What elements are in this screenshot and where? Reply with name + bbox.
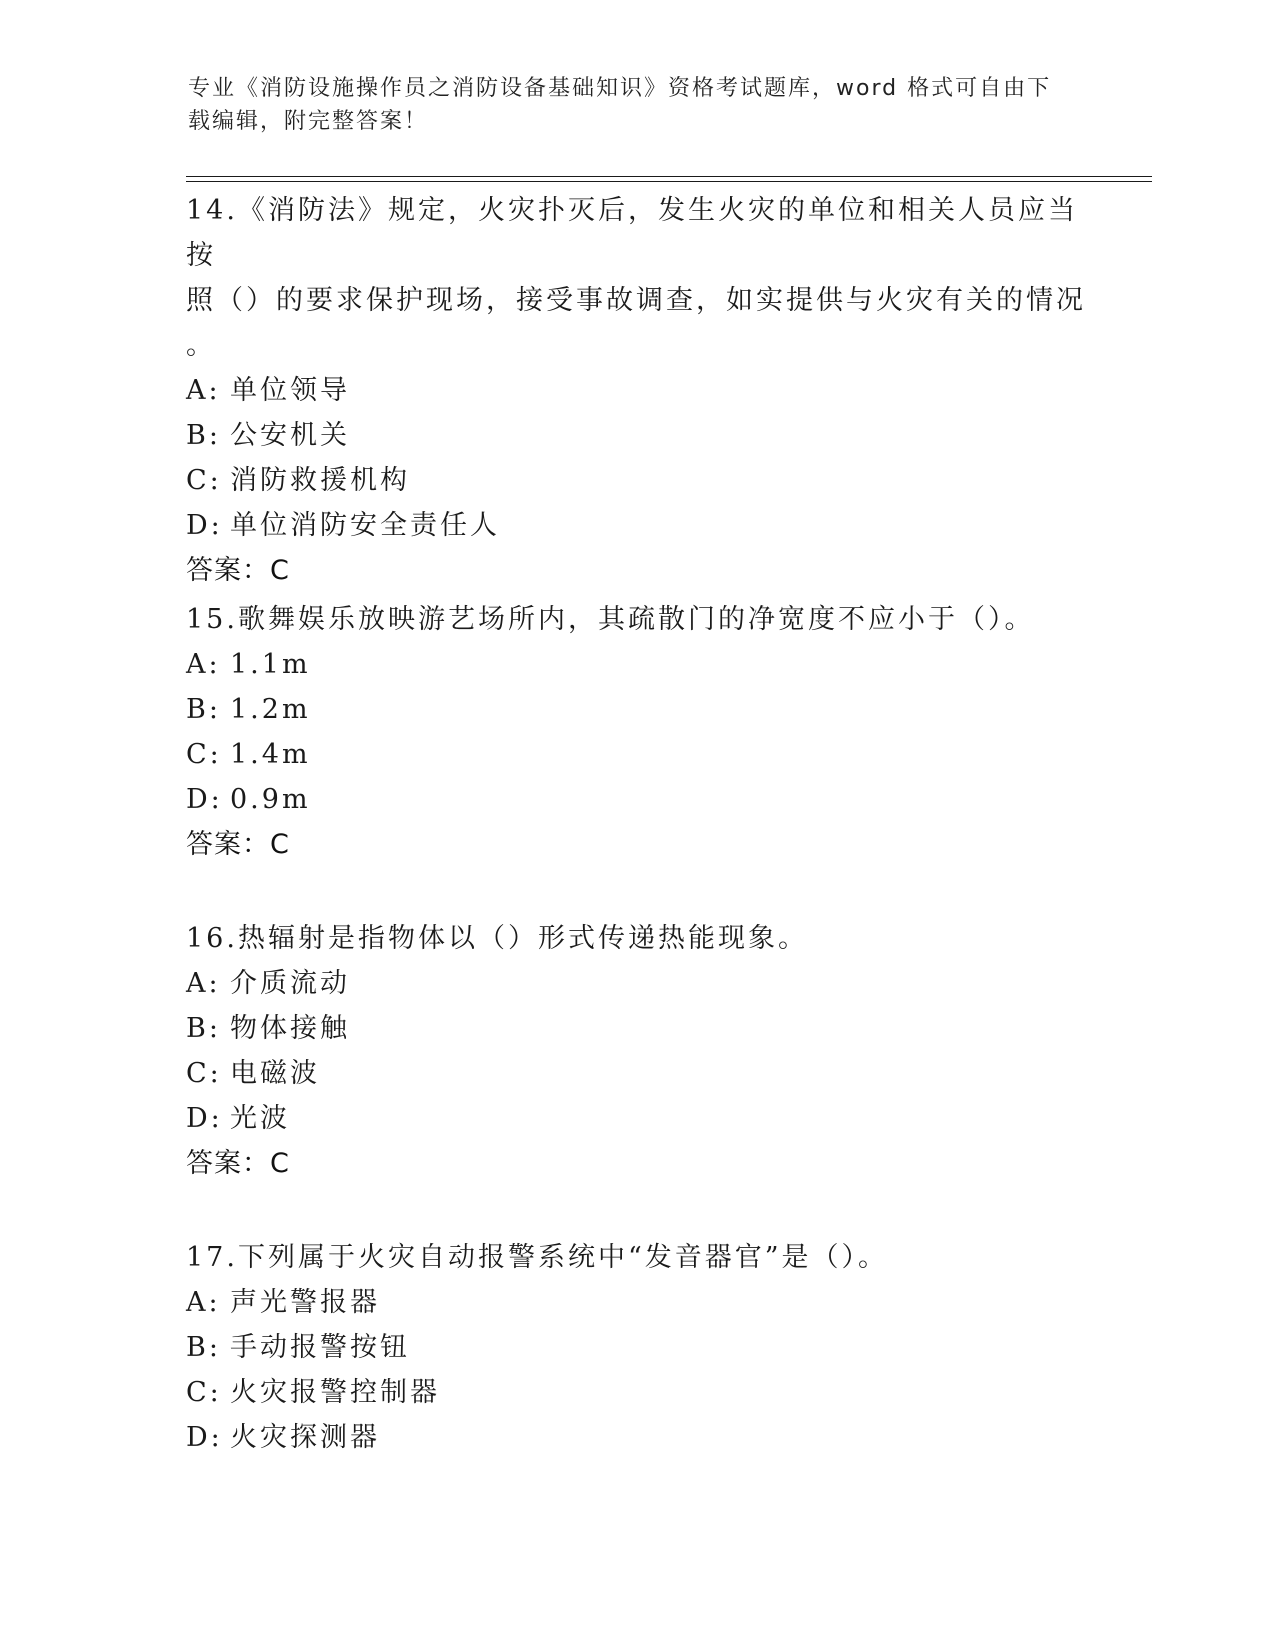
option-key: D: — [186, 510, 223, 541]
option-key: A: — [186, 375, 221, 406]
option-a — [186, 368, 1086, 413]
option-d — [186, 777, 1086, 822]
question-16 — [186, 916, 1086, 1186]
option-a — [186, 961, 1086, 1006]
option-text: 单位领导 — [230, 375, 350, 406]
option-text: 物体接触 — [230, 1013, 350, 1044]
option-d — [186, 1096, 1086, 1141]
question-stem-line: 。 — [186, 330, 216, 361]
option-text: 火灾探测器 — [230, 1422, 380, 1453]
option-key: A: — [186, 649, 221, 680]
option-text: 手动报警按钮 — [230, 1332, 410, 1363]
option-key: C: — [186, 739, 222, 770]
option-key: D: — [186, 784, 223, 815]
option-d — [186, 1415, 1086, 1460]
header-line-2: 载编辑，附完整答案！ — [188, 109, 429, 134]
option-text: 光波 — [230, 1103, 290, 1134]
option-key: D: — [186, 1422, 223, 1453]
option-b — [186, 687, 1086, 732]
option-text: 1.2m — [230, 694, 311, 725]
question-stem-line: 15.歌舞娱乐放映游艺场所内，其疏散门的净宽度不应小于（）。 — [186, 604, 1035, 635]
header-divider-bottom — [186, 181, 1152, 182]
question-17 — [186, 1235, 1086, 1460]
option-a — [186, 1280, 1086, 1325]
option-c — [186, 1051, 1086, 1096]
question-stem — [186, 916, 1086, 961]
option-text: 消防救援机构 — [230, 465, 410, 496]
answer-line: 答案：C — [186, 1148, 290, 1179]
option-key: A: — [186, 1287, 221, 1318]
question-stem-line: 照（）的要求保护现场，接受事故调查，如实提供与火灾有关的情况 — [186, 285, 1086, 316]
header-line-1: 专业《消防设施操作员之消防设备基础知识》资格考试题库，word 格式可自由下 — [188, 76, 1052, 101]
option-key: A: — [186, 968, 221, 999]
option-d — [186, 503, 1086, 548]
option-a — [186, 642, 1086, 687]
option-key: B: — [186, 1013, 221, 1044]
option-key: C: — [186, 1058, 222, 1089]
question-stem — [186, 597, 1086, 642]
option-b — [186, 1325, 1086, 1370]
document-header — [188, 72, 1078, 138]
option-text: 0.9m — [230, 784, 311, 815]
option-c — [186, 1370, 1086, 1415]
option-key: B: — [186, 694, 221, 725]
question-14 — [186, 188, 1086, 593]
option-text: 电磁波 — [230, 1058, 320, 1089]
option-text: 介质流动 — [230, 968, 350, 999]
option-key: C: — [186, 465, 222, 496]
question-stem — [186, 188, 1086, 368]
question-stem-line: 17.下列属于火灾自动报警系统中“发音器官”是（）。 — [186, 1242, 889, 1273]
option-key: B: — [186, 1332, 221, 1363]
question-stem-line: 16.热辐射是指物体以（）形式传递热能现象。 — [186, 923, 808, 954]
question-15 — [186, 597, 1086, 867]
option-b — [186, 1006, 1086, 1051]
option-text: 声光警报器 — [230, 1287, 380, 1318]
option-c — [186, 458, 1086, 503]
answer-line: 答案：C — [186, 829, 290, 860]
answer-line: 答案：C — [186, 555, 290, 586]
header-divider-top — [186, 176, 1152, 177]
option-b — [186, 413, 1086, 458]
question-stem-line: 14.《消防法》规定，火灾扑灭后，发生火灾的单位和相关人员应当按 — [186, 195, 1078, 271]
question-stem — [186, 1235, 1086, 1280]
option-key: B: — [186, 420, 221, 451]
option-text: 1.4m — [230, 739, 311, 770]
option-key: D: — [186, 1103, 223, 1134]
option-text: 火灾报警控制器 — [230, 1377, 440, 1408]
option-text: 1.1m — [230, 649, 311, 680]
option-text: 单位消防安全责任人 — [230, 510, 500, 541]
option-text: 公安机关 — [230, 420, 350, 451]
option-key: C: — [186, 1377, 222, 1408]
option-c — [186, 732, 1086, 777]
